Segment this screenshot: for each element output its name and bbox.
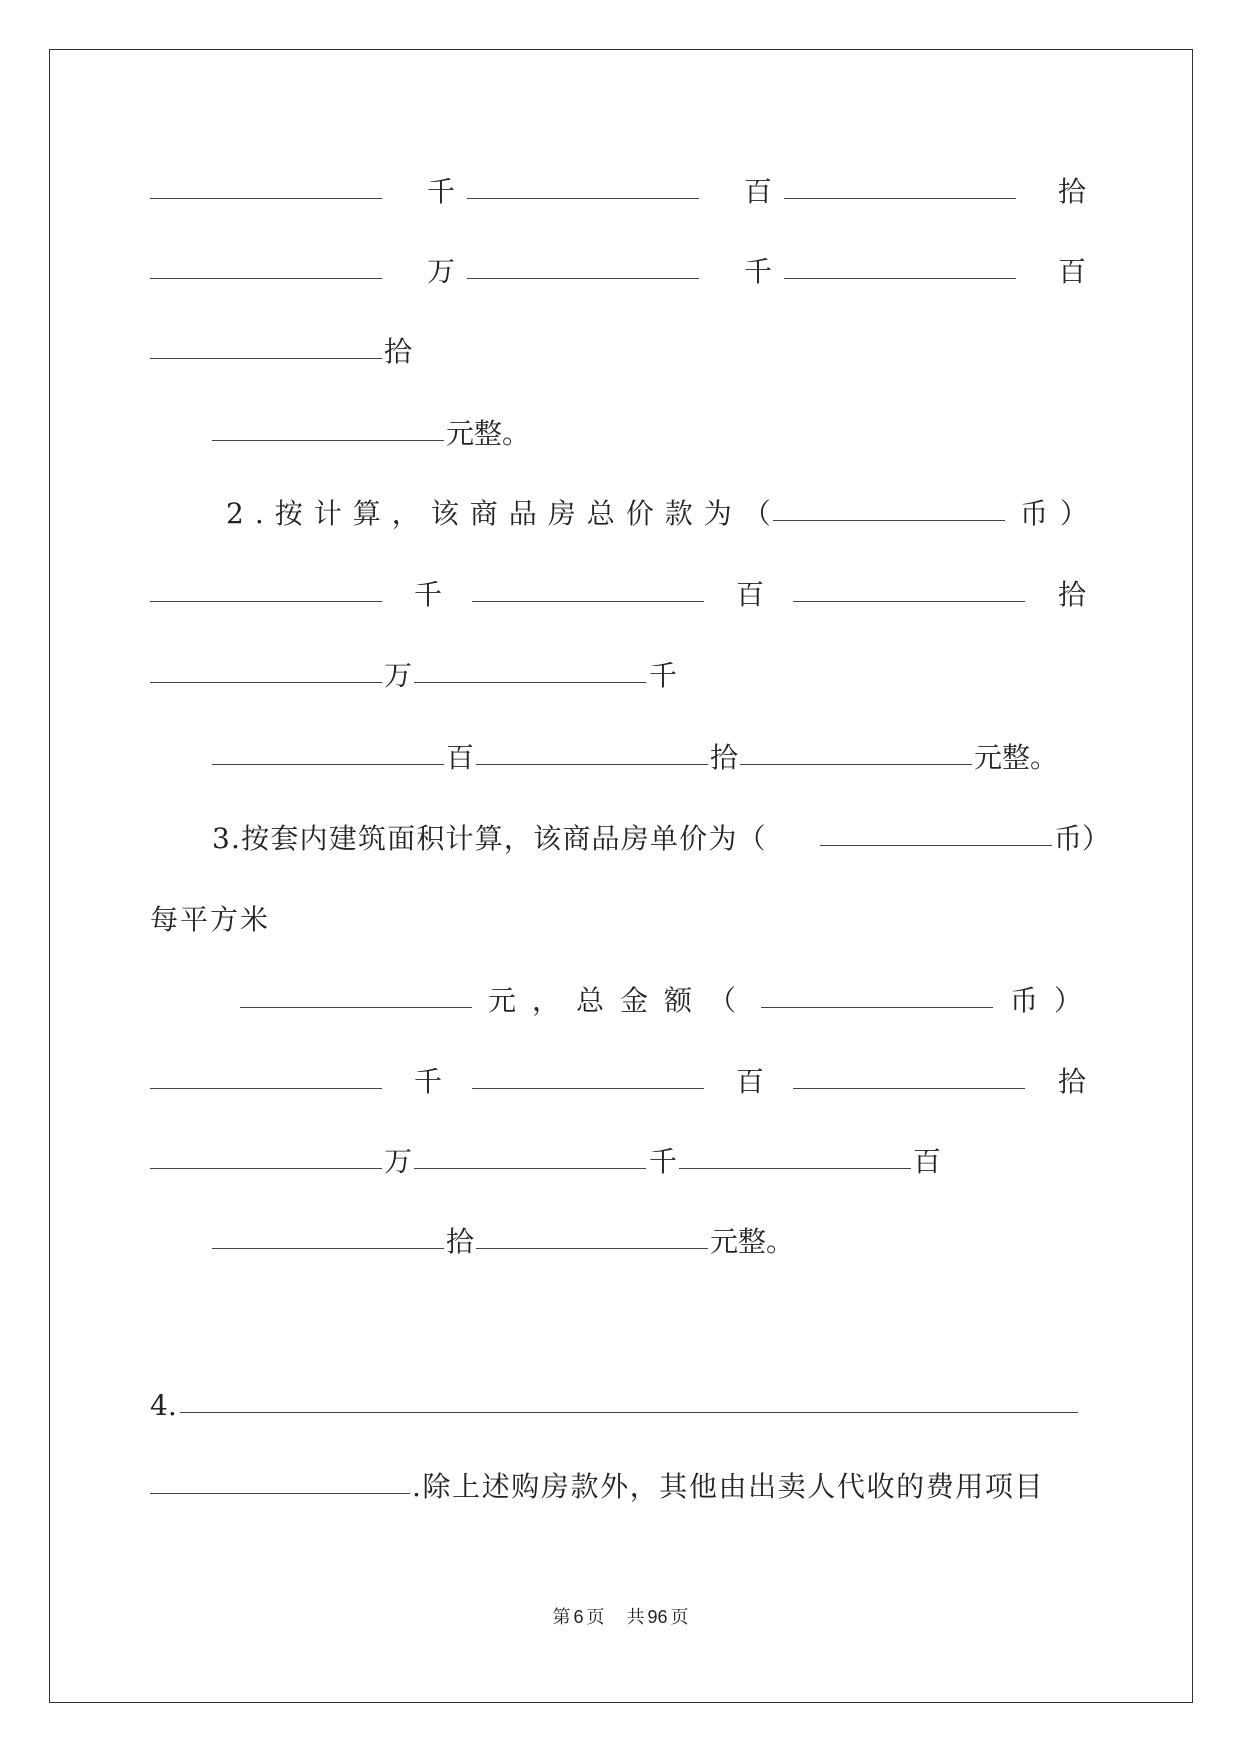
page-border <box>49 49 1193 1703</box>
clause-2-line <box>0 494 1241 534</box>
blank-field[interactable] <box>467 172 699 199</box>
blank-field[interactable] <box>414 656 646 683</box>
blank-field[interactable] <box>150 332 382 359</box>
blank-field[interactable] <box>784 172 1016 199</box>
blank-unit-price[interactable] <box>240 981 472 1008</box>
unit-bai: 百 <box>446 741 475 774</box>
blank-currency[interactable] <box>761 981 993 1008</box>
clause-3-line <box>0 819 1241 859</box>
unit-bai: 百 <box>744 175 773 208</box>
amount-line-1 <box>0 172 1241 212</box>
blank-field[interactable] <box>679 1142 911 1169</box>
unit-shi: 拾 <box>384 335 413 368</box>
clause-3-text: 3.按套内建筑面积计算，该商品房单价为（ <box>212 822 767 855</box>
amount-line-8 <box>0 738 1241 778</box>
per-square-meter-line <box>0 900 1241 940</box>
blank-clause-4[interactable] <box>180 1386 1078 1413</box>
unit-qian: 千 <box>649 1145 678 1178</box>
blank-field[interactable] <box>472 575 704 602</box>
blank-field[interactable] <box>784 252 1016 279</box>
blank-field[interactable] <box>150 1467 410 1494</box>
unit-yuan-zheng: 元整。 <box>446 417 531 450</box>
total-amount-line <box>0 981 1241 1021</box>
blank-field[interactable] <box>150 1062 382 1089</box>
amount-line-4 <box>0 414 1241 454</box>
amount-line-13 <box>0 1142 1241 1182</box>
unit-wan: 万 <box>427 255 456 288</box>
blank-field[interactable] <box>212 738 444 765</box>
blank-field[interactable] <box>472 1062 704 1089</box>
per-square-meter-text: 每平方米 <box>150 903 271 936</box>
blank-field[interactable] <box>150 656 382 683</box>
blank-currency[interactable] <box>773 494 1005 521</box>
unit-yuan-zheng: 元整。 <box>974 741 1059 774</box>
blank-field[interactable] <box>150 172 382 199</box>
amount-line-6 <box>0 575 1241 615</box>
unit-yuan-zheng: 元整。 <box>710 1225 795 1258</box>
blank-field[interactable] <box>793 1062 1025 1089</box>
other-fees-text: .除上述购房款外，其他由出卖人代收的费用项目 <box>412 1470 1045 1503</box>
unit-shi: 拾 <box>710 741 739 774</box>
unit-shi: 拾 <box>1058 175 1087 208</box>
currency-close: 币） <box>1054 822 1111 855</box>
unit-shi: 拾 <box>446 1225 475 1258</box>
unit-bai: 百 <box>1058 255 1087 288</box>
currency-close: 币） <box>1020 497 1101 530</box>
unit-bai: 百 <box>736 1065 765 1098</box>
amount-line-12 <box>0 1062 1241 1102</box>
blank-field[interactable] <box>476 738 708 765</box>
unit-qian: 千 <box>427 175 456 208</box>
blank-field[interactable] <box>150 252 382 279</box>
blank-field[interactable] <box>476 1222 708 1249</box>
amount-line-2 <box>0 252 1241 292</box>
total-pages: 96 <box>647 1607 668 1627</box>
page-label-prefix: 第 <box>552 1607 571 1628</box>
page-label-suffix: 页 <box>586 1607 605 1628</box>
blank-field[interactable] <box>150 1142 382 1169</box>
unit-qian: 千 <box>414 578 443 611</box>
clause-2-text: 2.按计算，该商品房总价款为（ <box>226 497 782 530</box>
blank-currency[interactable] <box>820 819 1052 846</box>
unit-bai: 百 <box>736 578 765 611</box>
blank-field[interactable] <box>414 1142 646 1169</box>
blank-field[interactable] <box>212 414 444 441</box>
page-number: 6 <box>573 1607 584 1627</box>
unit-qian: 千 <box>649 659 678 692</box>
page-footer <box>0 1602 1241 1632</box>
total-amount-text: 元，总金额（ <box>488 984 753 1017</box>
total-label-suffix: 页 <box>670 1607 689 1628</box>
other-fees-line <box>0 1467 1241 1507</box>
blank-field[interactable] <box>212 1222 444 1249</box>
unit-shi: 拾 <box>1058 1065 1087 1098</box>
unit-wan: 万 <box>384 659 413 692</box>
blank-field[interactable] <box>467 252 699 279</box>
currency-close: 币） <box>1010 984 1099 1017</box>
unit-qian: 千 <box>414 1065 443 1098</box>
unit-qian: 千 <box>744 255 773 288</box>
unit-shi: 拾 <box>1058 578 1087 611</box>
amount-line-3 <box>0 332 1241 372</box>
clause-4-line <box>0 1386 1241 1426</box>
blank-field[interactable] <box>740 738 972 765</box>
blank-field[interactable] <box>793 575 1025 602</box>
unit-wan: 万 <box>384 1145 413 1178</box>
blank-field[interactable] <box>150 575 382 602</box>
clause-4-number: 4. <box>150 1389 177 1422</box>
unit-bai: 百 <box>913 1145 942 1178</box>
amount-line-7 <box>0 656 1241 696</box>
total-label-prefix: 共 <box>626 1607 645 1628</box>
amount-line-14 <box>0 1222 1241 1262</box>
